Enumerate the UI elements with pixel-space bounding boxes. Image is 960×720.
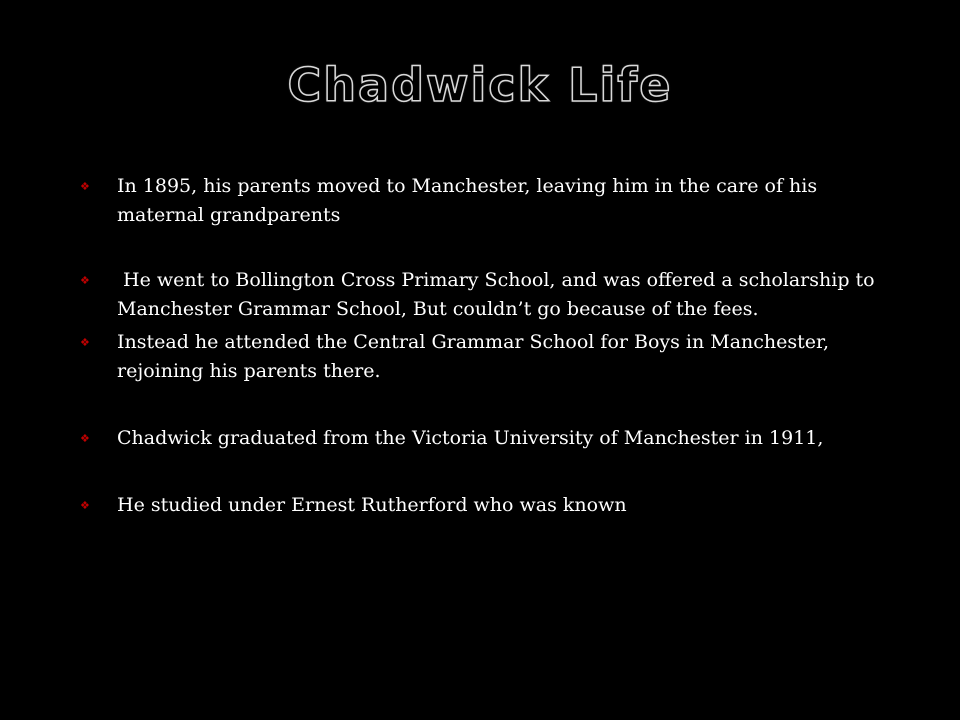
bullet-text: He went to Bollington Cross Primary School, and was offered a scholarship to Manchester Grammar School, But couldn’t go because of the fees.: [117, 269, 881, 320]
slide-title: Chadwick Life: [287, 58, 673, 112]
diamond-bullet-icon: ❖: [80, 432, 90, 445]
bullet-text: Chadwick graduated from the Victoria University of Manchester in 1911,: [117, 427, 824, 449]
bullet-item: [80, 172, 900, 230]
bullet-item: [80, 424, 900, 453]
diamond-bullet-icon: ❖: [80, 180, 90, 193]
diamond-bullet-icon: ❖: [80, 499, 90, 512]
diamond-bullet-icon: ❖: [80, 336, 90, 349]
bullet-text: He studied under Ernest Rutherford who was known: [117, 494, 627, 516]
bullet-text: In 1895, his parents moved to Manchester, leaving him in the care of his maternal grandparents: [117, 175, 818, 226]
bullet-item: [80, 328, 900, 386]
bullet-item: [80, 266, 900, 324]
diamond-bullet-icon: ❖: [80, 274, 90, 287]
bullet-text: Instead he attended the Central Grammar School for Boys in Manchester, rejoining his parents there.: [117, 331, 830, 382]
bullet-list: [80, 172, 900, 520]
bullet-item: [80, 491, 900, 520]
